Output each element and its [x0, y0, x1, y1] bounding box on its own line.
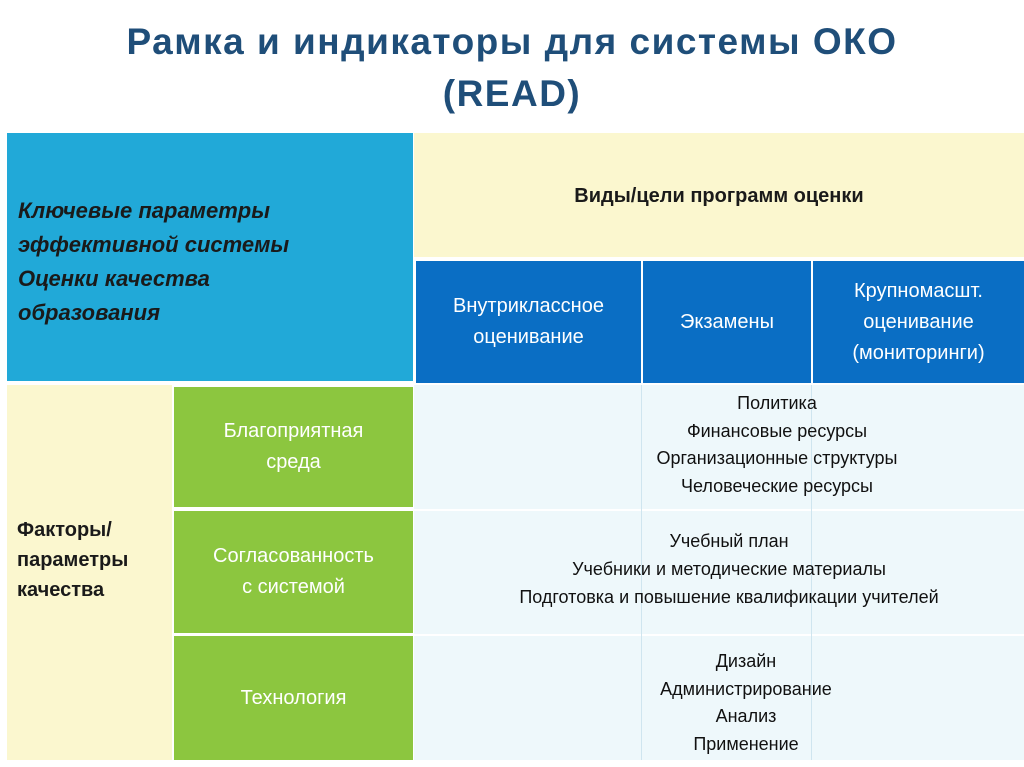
column-header-line: (мониторинги) [852, 341, 985, 364]
row-item: Учебники и методические материалы [572, 559, 886, 579]
column-header-line: Крупномасшт. [854, 279, 983, 302]
key-parameters-line: образования [18, 300, 161, 325]
column-header-large-scale [813, 261, 1024, 383]
row-item: Подготовка и повышение квалификации учителей [519, 587, 939, 607]
row-item: Применение [693, 733, 799, 754]
row-item: Дизайн [715, 651, 777, 671]
key-parameters-cell [7, 133, 413, 381]
row-label-line: Технология [240, 686, 347, 709]
row-item: Финансовые ресурсы [686, 420, 868, 441]
key-parameters-line: эффективной системы [18, 232, 290, 257]
row-item: Администрирование [660, 678, 832, 699]
row-items-technology [414, 648, 1024, 758]
quality-factors-cell [7, 385, 172, 760]
quality-factors-text [17, 515, 128, 605]
column-header-line: Экзамены [680, 310, 774, 333]
row-items-enabling-context [414, 390, 1024, 500]
column-header-classroom [416, 261, 641, 383]
row-item: Организационные структуры [656, 448, 898, 468]
row-label-system-alignment [174, 511, 413, 633]
row-label-enabling-context [174, 387, 413, 507]
column-header-line: Внутриклассное [453, 295, 604, 317]
key-parameters-line: Оценки качества [18, 266, 210, 291]
row-label-line: среда [266, 451, 321, 473]
quality-factors-line: Факторы/ [17, 519, 112, 541]
row-item: Человеческие ресурсы [681, 475, 873, 496]
quality-factors-line: качества [17, 579, 105, 601]
row-item: Анализ [715, 706, 777, 726]
slide-title-line-1: Рамка и индикаторы для системы ОКО [126, 21, 898, 62]
row-label-line: с системой [242, 576, 345, 598]
quality-factors-line: параметры [17, 549, 129, 571]
slide-title-line-2: (READ) [442, 73, 582, 114]
row-item: Политика [737, 393, 817, 413]
row-label-technology [174, 636, 413, 760]
column-header-line: оценивание [863, 310, 974, 333]
key-parameters-line: Ключевые параметры [18, 198, 270, 223]
slide-title [0, 16, 1024, 120]
program-types-label: Виды/цели программ оценки [574, 185, 864, 207]
column-header-exams [643, 261, 811, 383]
row-items-system-alignment [414, 527, 1024, 611]
row-item: Учебный план [669, 531, 789, 551]
row-label-line: Благоприятная [223, 420, 364, 442]
key-parameters-text [18, 194, 289, 330]
program-types-header [414, 133, 1024, 257]
column-header-line: оценивание [473, 326, 584, 348]
row-label-line: Согласованность [213, 545, 374, 567]
